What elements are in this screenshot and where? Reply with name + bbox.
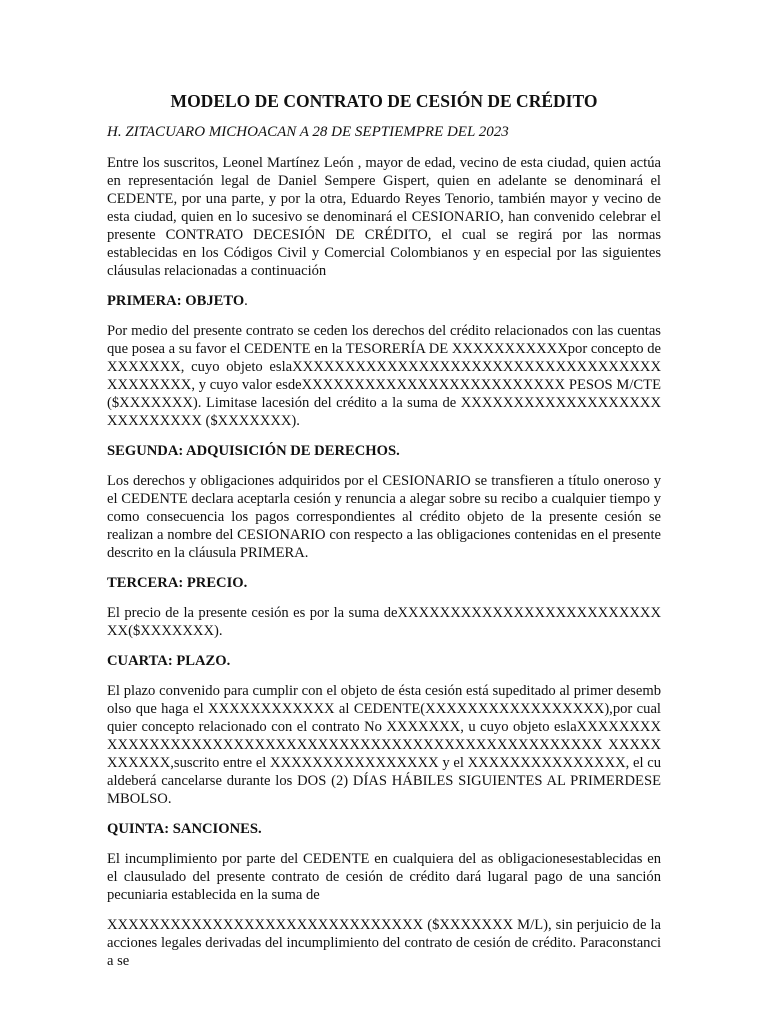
section-body-primera: Por medio del presente contrato se ceden los derechos del crédito relacionados con las cuentas que posea a su favor el CEDENTE en la TESORERÍA DE XXXXXXXXXXXpor concepto de XXXXXXX, cuyo objeto eslaXXXXXXXXXXXXXXXXXXXXXXXXXXXXXXXXXXXXXXXXXXX, y cuyo valor esdeXXXXXXXXXXXXXXXXXXXXXXXXX PESOS M/CTE ($XXXXXXX). Limitase lacesión del crédito a la suma de XXXXXXXXXXXXXXXXXXXXXXXXXXXX ($XXXXXXX). bbox=[107, 323, 661, 429]
section-heading-suffix: . bbox=[244, 293, 248, 309]
section-heading-primera bbox=[107, 292, 661, 310]
section-heading-quinta: QUINTA: SANCIONES. bbox=[107, 821, 262, 837]
section-body-tercera: El precio de la presente cesión es por la suma deXXXXXXXXXXXXXXXXXXXXXXXXXXX($XXXXXXX). bbox=[107, 605, 661, 639]
section-heading-tercera: TERCERA: PRECIO. bbox=[107, 575, 248, 591]
document-title: MODELO DE CONTRATO DE CESIÓN DE CRÉDITO bbox=[170, 91, 598, 111]
section-heading-cuarta: CUARTA: PLAZO. bbox=[107, 653, 231, 669]
document-page bbox=[107, 90, 661, 982]
section-body-cuarta: El plazo convenido para cumplir con el objeto de ésta cesión está supeditado al primer desembolso que haga el XXXXXXXXXXXX al CEDENTE(XXXXXXXXXXXXXXXXX),por cualquier concepto relacionado con el contrato No XXXXXXX, u cuyo objeto eslaXXXXXXXXXXXXXXXXXXXXXXXXXXXXXXXXXXXXXXXXXXXXXXXXXXXXXXX XXXXXXXXXXX,suscrito entre el XXXXXXXXXXXXXXXX y el XXXXXXXXXXXXXXX, el cualdeberá cancelarse durante los DOS (2) DÍAS HÁBILES SIGUIENTES AL PRIMERDESEMBOLSO. bbox=[107, 683, 661, 807]
final-paragraph: XXXXXXXXXXXXXXXXXXXXXXXXXXXXXX ($XXXXXXX M/L), sin perjuicio de laacciones legales derivadas del incumplimiento del contrato de cesión de crédito. Paraconstancia se bbox=[107, 917, 661, 969]
section-heading-text: PRIMERA: OBJETO bbox=[107, 293, 245, 309]
intro-paragraph: Entre los suscritos, Leonel Martínez León , mayor de edad, vecino de esta ciudad, quien actúa en representación legal de Daniel Sempere Gispert, quien en adelante se denominará el CEDENTE, por una parte, y por la otra, Eduardo Reyes Tenorio, también mayor y vecino de esta ciudad, quien en lo sucesivo se denominará el CESIONARIO, han convenido celebrar el presente CONTRATO DECESIÓN DE CRÉDITO, el cual se regirá por las normas establecidas en los Códigos Civil y Comercial Colombianos y en especial por las siguientes cláusulas relacionadas a continuación bbox=[107, 155, 661, 279]
place-date-line: H. ZITACUARO MICHOACAN A 28 DE SEPTIEMPRE DEL 2023 bbox=[107, 124, 509, 140]
section-body-segunda: Los derechos y obligaciones adquiridos por el CESIONARIO se transfieren a título oneroso y el CEDENTE declara aceptarla cesión y renuncia a alegar sobre su recibo a cualquier tiempo y como consecuencia los pagos correspondientes al crédito objeto de la presente cesión se realizan a nombre del CESIONARIO con respecto a las obligaciones contenidas en el presente descrito en la cláusula PRIMERA. bbox=[107, 473, 661, 561]
section-heading-segunda: SEGUNDA: ADQUISICIÓN DE DERECHOS. bbox=[107, 443, 400, 459]
section-body-quinta: El incumplimiento por parte del CEDENTE en cualquiera del as obligacionesestablecidas en el clausulado del presente contrato de cesión de crédito dará lugaral pago de una sanción pecuniaria establecida en la suma de bbox=[107, 851, 661, 903]
